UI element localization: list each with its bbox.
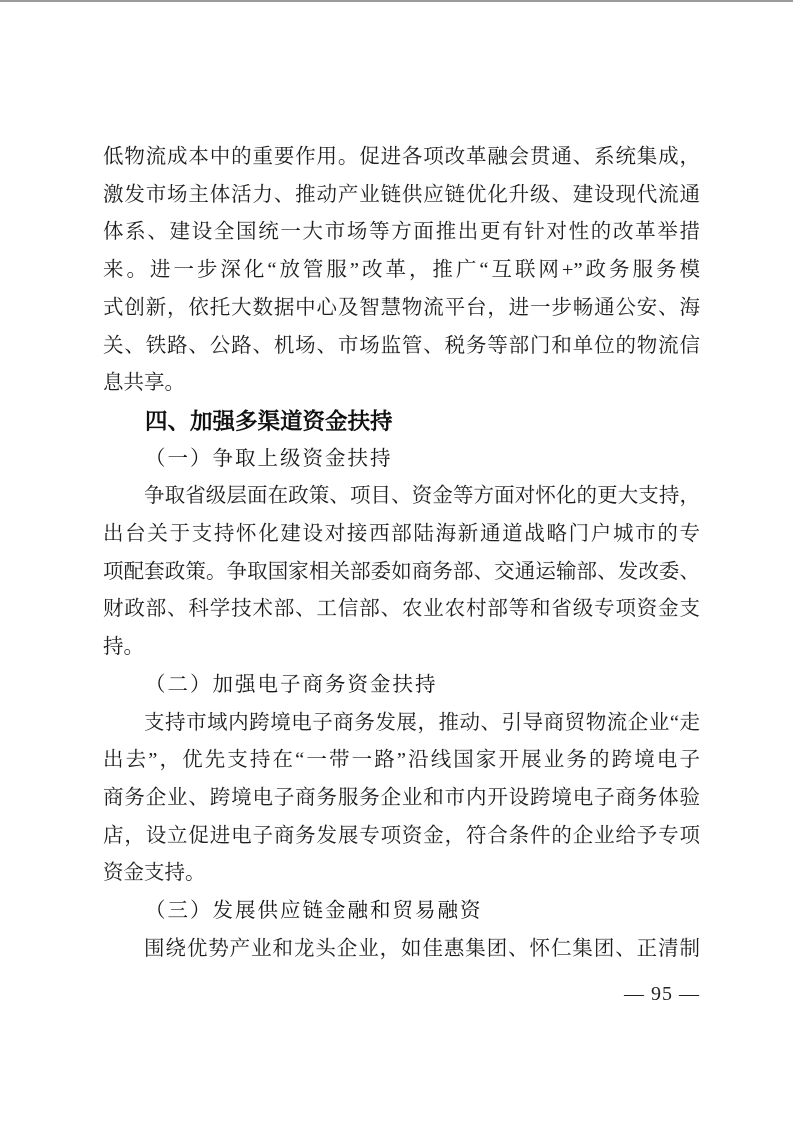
section-heading: 四、加强多渠道资金扶持 <box>145 408 393 434</box>
page-number: — 95 — <box>624 983 700 1005</box>
document-body <box>103 139 700 968</box>
text-line: 息共享。 <box>103 372 185 395</box>
text-line: 围绕优势产业和龙头企业，如佳惠集团、怀仁集团、正清制 <box>144 937 700 960</box>
subsection-heading: （三）发展供应链金融和贸易融资 <box>145 900 483 923</box>
scan-edge-artifact <box>0 0 793 2</box>
text-line: 店，设立促进电子商务发展专项资金，符合条件的企业给予专项 <box>103 824 700 847</box>
text-line: 争取省级层面在政策、项目、资金等方面对怀化的更大支持， <box>144 485 700 508</box>
text-line: 项配套政策。争取国家相关部委如商务部、交通运输部、发改委、 <box>103 560 700 583</box>
text-line: 资金支持。 <box>103 862 206 885</box>
text-line: 出台关于支持怀化建设对接西部陆海新通道战略门户城市的专 <box>103 523 700 546</box>
text-line: 商务企业、跨境电子商务服务企业和市内开设跨境电子商务体验 <box>103 786 700 809</box>
text-line: 持。 <box>103 636 144 659</box>
text-line: 关、铁路、公路、机场、市场监管、税务等部门和单位的物流信 <box>103 334 700 357</box>
text-line: 激发市场主体活力、推动产业链供应链优化升级、建设现代流通 <box>103 183 700 206</box>
text-line: 式创新，依托大数据中心及智慧物流平台，进一步畅通公安、海 <box>103 296 700 319</box>
text-line: 低物流成本中的重要作用。促进各项改革融会贯通、系统集成， <box>103 146 700 168</box>
text-line: 出去”，优先支持在“一带一路”沿线国家开展业务的跨境电子 <box>103 749 700 772</box>
text-line: 支持市域内跨境电子商务发展，推动、引导商贸物流企业“走 <box>144 711 700 734</box>
text-line: 财政部、科学技术部、工信部、农业农村部等和省级专项资金支 <box>103 598 700 621</box>
subsection-heading: （二）加强电子商务资金扶持 <box>145 673 438 696</box>
subsection-heading: （一）争取上级资金扶持 <box>145 447 393 470</box>
text-line: 来。进一步深化“放管服”改革，推广“互联网+”政务服务模 <box>103 259 700 282</box>
text-line: 体系、建设全国统一大市场等方面推出更有针对性的改革举措 <box>103 221 700 244</box>
